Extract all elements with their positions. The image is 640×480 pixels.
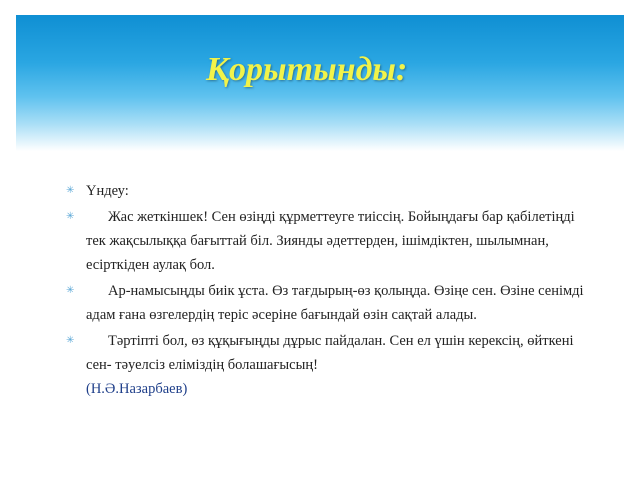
- list-item-text: Жас жеткіншек! Сен өзіңді құрметтеуге тиіссің. Бойыңдағы бар қабілетіңді тек жақсылыққа бағыттай біл. Зиянды әдеттерден, ішімдіктен, шылымнан, есірткіден аулақ бол.: [86, 209, 575, 273]
- bullet-icon: ✳: [66, 285, 75, 296]
- list-item: [66, 279, 586, 327]
- bullet-icon: ✳: [66, 185, 75, 196]
- bullet-icon: ✳: [66, 211, 75, 222]
- appeal-heading: Үндеу:: [86, 183, 129, 199]
- author-attribution: (Н.Ә.Назарбаев): [86, 381, 188, 397]
- bullet-list: [66, 179, 586, 403]
- list-item-text: Тәртіпті бол, өз құқығыңды дұрыс пайдалан. Сен ел үшін керексің, өйткені сен- тәуелсіз еліміздің болашағысың!: [86, 333, 574, 373]
- list-item-text: Ар-намысыңды биік ұста. Өз тағдырың-өз қолыңда. Өзіңе сен. Өзіне сенімді адам ғана өзгелердің теріс әсеріне бағындай өзін сақтай алады.: [86, 283, 584, 323]
- list-item: [66, 179, 586, 203]
- list-item: [66, 329, 586, 401]
- list-item: [66, 205, 586, 277]
- slide: [16, 15, 624, 465]
- bullet-icon: ✳: [66, 335, 75, 346]
- slide-title: Қорытынды:: [206, 51, 408, 88]
